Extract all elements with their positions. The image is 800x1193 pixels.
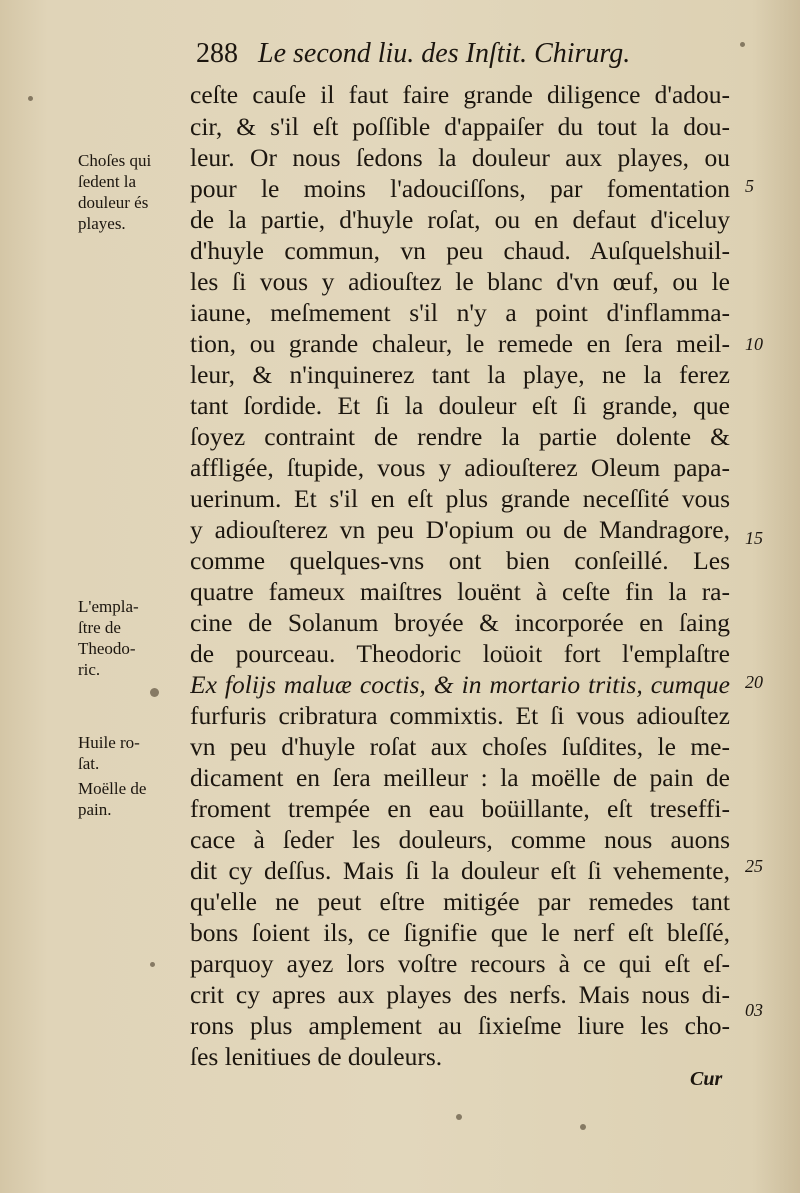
text-line: froment trempée en eau boüillante, eſt treseffi- (190, 794, 730, 823)
catchword: Cur (690, 1068, 723, 1090)
text-line: y adiouſterez vn peu D'opium ou de Mandragore, (190, 515, 730, 544)
text-line: iaune, meſmement s'il n'y a point d'inflamma- (190, 298, 730, 327)
text-line: Ex folijs maluæ coctis, & in mortario tritis, cumque (190, 670, 730, 699)
text-line: quatre fameux maiſtres louënt à ceſte fin la ra- (190, 577, 730, 606)
margin-note: Huile ro- ſat. (78, 733, 140, 773)
text-line: ſes lenitiues de douleurs. (190, 1042, 443, 1071)
margin-note: Choſes qui ſedent la douleur és playes. (78, 151, 152, 233)
line-number: 10 (745, 334, 763, 354)
running-title: Le second liu. des Inſtit. Chirurg. (258, 38, 631, 69)
text-line: uerinum. Et s'il en eſt plus grande neceſſité vous (190, 484, 730, 513)
line-number: 20 (745, 672, 763, 692)
ink-spot (28, 96, 33, 101)
text-line: qu'elle ne peut eſtre mitigée par remedes tant (190, 887, 730, 916)
line-number: 03 (745, 1000, 763, 1020)
text-line: cine de Solanum broyée & incorporée en ſaing (190, 608, 730, 637)
text-line: affligée, ſtupide, vous y adiouſterez Oleum papa- (190, 453, 730, 482)
text-line: crit cy apres aux playes des nerfs. Mais nous di- (190, 980, 730, 1009)
text-line: leur. Or nous ſedons la douleur aux playes, ou (190, 143, 730, 172)
ink-spot (456, 1114, 462, 1120)
text-line: leur, & n'inquinerez tant la playe, ne la ferez (190, 360, 730, 389)
ink-spot (150, 962, 155, 967)
text-line: pour le moins l'adouciſſons, par fomentation (190, 174, 730, 203)
margin-note: Moëlle de pain. (78, 779, 147, 819)
text-line: comme quelques-vns ont bien conſeillé. Les (190, 546, 730, 575)
margin-note: L'empla- ſtre de Theodo- ric. (78, 597, 139, 679)
ink-spot (580, 1124, 586, 1130)
text-line: cace à ſeder les douleurs, comme nous auons (190, 825, 730, 854)
text-line: rons plus amplement au ſixieſme liure les cho- (190, 1011, 730, 1040)
text-line: furfuris cribratura commixtis. Et ſi vous adiouſtez (190, 701, 730, 730)
text-line: vn peu d'huyle roſat aux choſes ſuſdites, le me- (190, 732, 730, 761)
page-header (196, 38, 716, 78)
text-line: d'huyle commun, vn peu chaud. Auſquelshuil- (190, 236, 730, 265)
text-line: de pourceau. Theodoric loüoit fort l'emplaſtre (190, 639, 730, 668)
text-line: ceſte cauſe il faut faire grande diligence d'adou- (190, 80, 730, 109)
text-line: tion, ou grande chaleur, le remede en ſera meil- (190, 329, 730, 358)
line-number: 5 (745, 176, 754, 196)
text-line: tant ſordide. Et ſi la douleur eſt ſi grande, que (190, 391, 730, 420)
text-line: ſoyez contraint de rendre la partie dolente & (190, 422, 730, 451)
text-line: cir, & s'il eſt poſſible d'appaiſer du tout la dou- (190, 112, 730, 141)
ink-spot (740, 42, 745, 47)
text-line: dicament en ſera meilleur : la moëlle de pain de (190, 763, 730, 792)
page-number: 288 (196, 38, 238, 69)
line-number: 15 (745, 528, 763, 548)
text-line: les ſi vous y adiouſtez le blanc d'vn œuf, ou le (190, 267, 730, 296)
text-line: bons ſoient ils, ce ſignifie que le nerf eſt bleſſé, (190, 918, 730, 947)
text-line: dit cy deſſus. Mais ſi la douleur eſt ſi vehemente, (190, 856, 730, 885)
ink-spot (150, 688, 159, 697)
line-number: 25 (745, 856, 763, 876)
text-line: de la partie, d'huyle roſat, ou en defaut d'iceluy (190, 205, 730, 234)
text-line: parquoy ayez lors voſtre recours à ce qui eſt eſ- (190, 949, 730, 978)
